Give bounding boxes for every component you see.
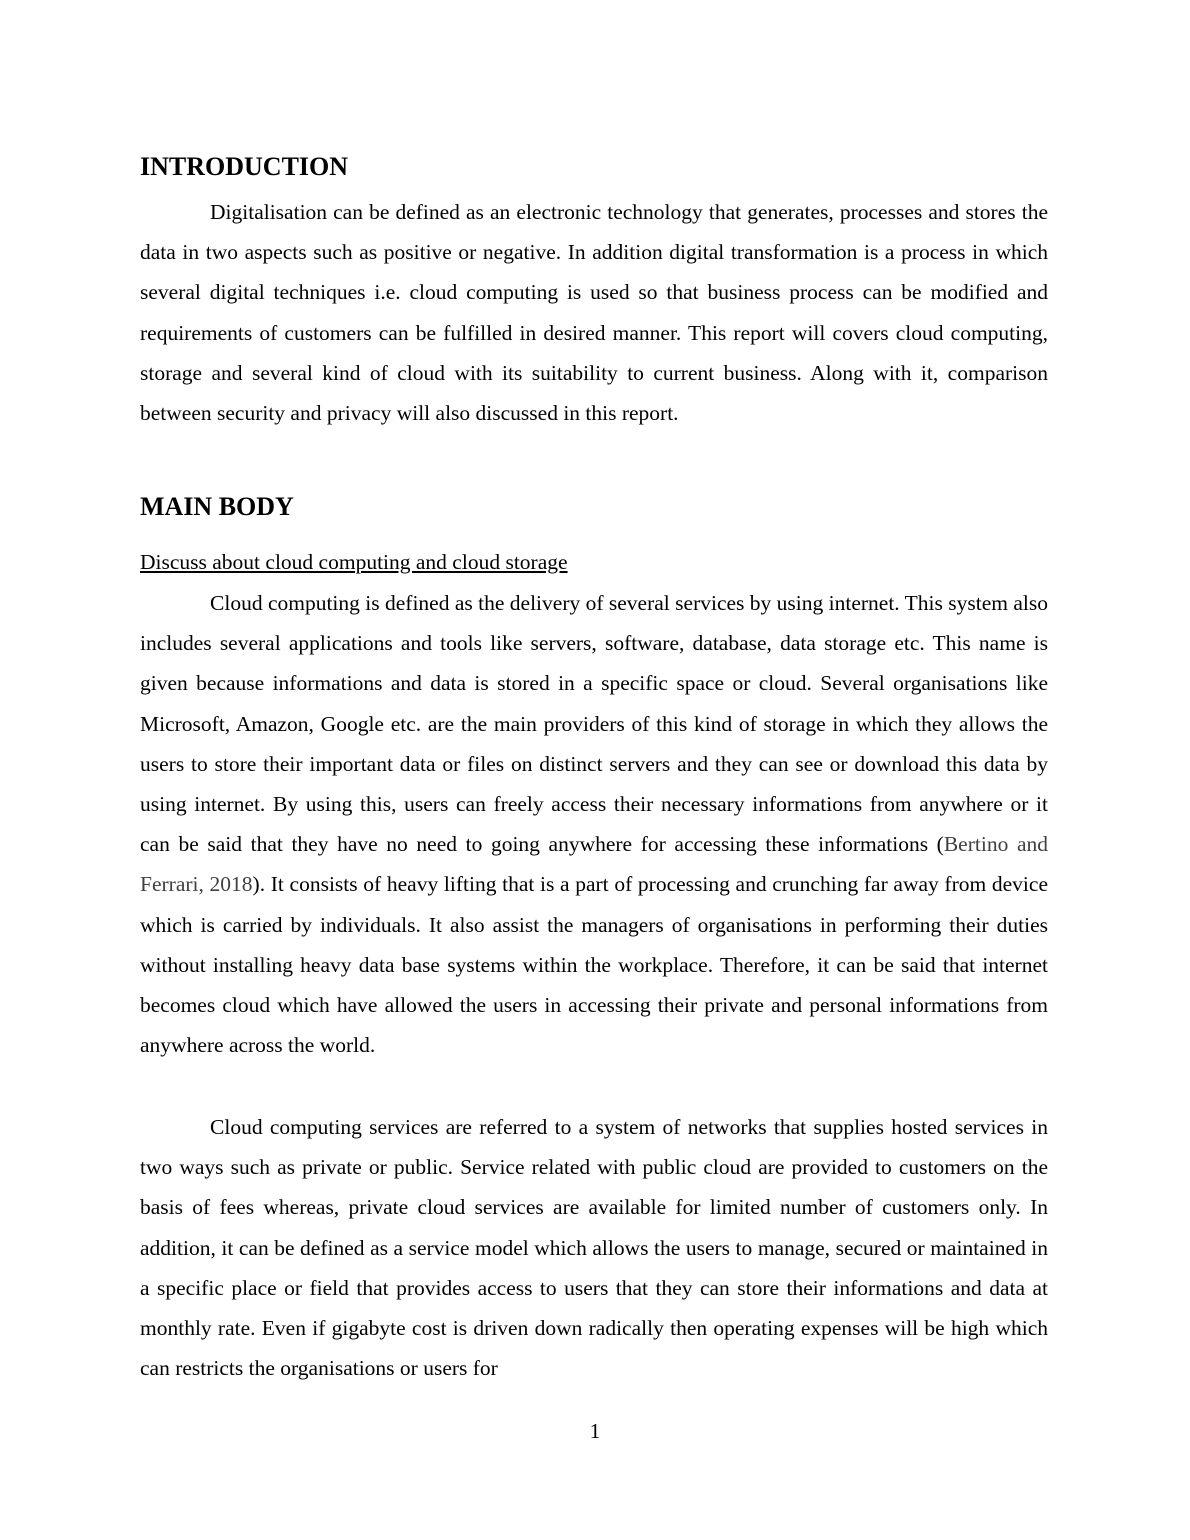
body-paragraph-2: Cloud computing services are referred to a system of networks that supplies hosted services in two ways such as private or public. Service related with public cloud are provided to customers on the basis of fees whereas, private cloud services are available for limited number of customers only. In addition, it can be defined as a service model which allows the users to manage, secured or maintained in a specific place or field that provides access to users that they can store their informations and data at monthly rate. Even if gigabyte cost is driven down radically then operating expenses will be high which can restricts the organisations or users for (140, 1115, 1048, 1381)
body-paragraph-1-text-end: ). It consists of heavy lifting that is a part of processing and crunching far away from device which is carried by individuals. It also assist the managers of organisations in performing their duties without installing heavy data base systems within the workplace. Therefore, it can be said that internet becomes cloud which have allowed the users in accessing their private and personal informations from anywhere across the world. (140, 872, 1048, 1058)
introduction-heading: INTRODUCTION (140, 152, 349, 181)
main-body-heading: MAIN BODY (140, 492, 294, 521)
section-subheading: Discuss about cloud computing and cloud storage (140, 550, 568, 574)
body-paragraph-1 (140, 583, 1048, 1065)
body-paragraph-1-text-start: Cloud computing is defined as the delivery of several services by using internet. This system also includes several applications and tools like servers, software, database, data storage etc. This name is given because informations and data is stored in a specific space or cloud. Several organisations like Microsoft, Amazon, Google etc. are the main providers of this kind of storage in which they allows the users to store their important data or files on distinct servers and they can see or download this data by using internet. By using this, users can freely access their necessary informations from anywhere or it can be said that they have no need to going anywhere for accessing these informations ( (140, 591, 1048, 857)
introduction-paragraph: Digitalisation can be defined as an electronic technology that generates, processes and stores the data in two aspects such as positive or negative. In addition digital transformation is a process in which several digital techniques i.e. cloud computing is used so that business process can be modified and requirements of customers can be fulfilled in desired manner. This report will covers cloud computing, storage and several kind of cloud with its suitability to current business. Along with it, comparison between security and privacy will also discussed in this report. (140, 200, 1048, 426)
page-number: 1 (589, 1419, 601, 1443)
citation-reference: Bertino and Ferrari, 2018 (140, 832, 1048, 897)
